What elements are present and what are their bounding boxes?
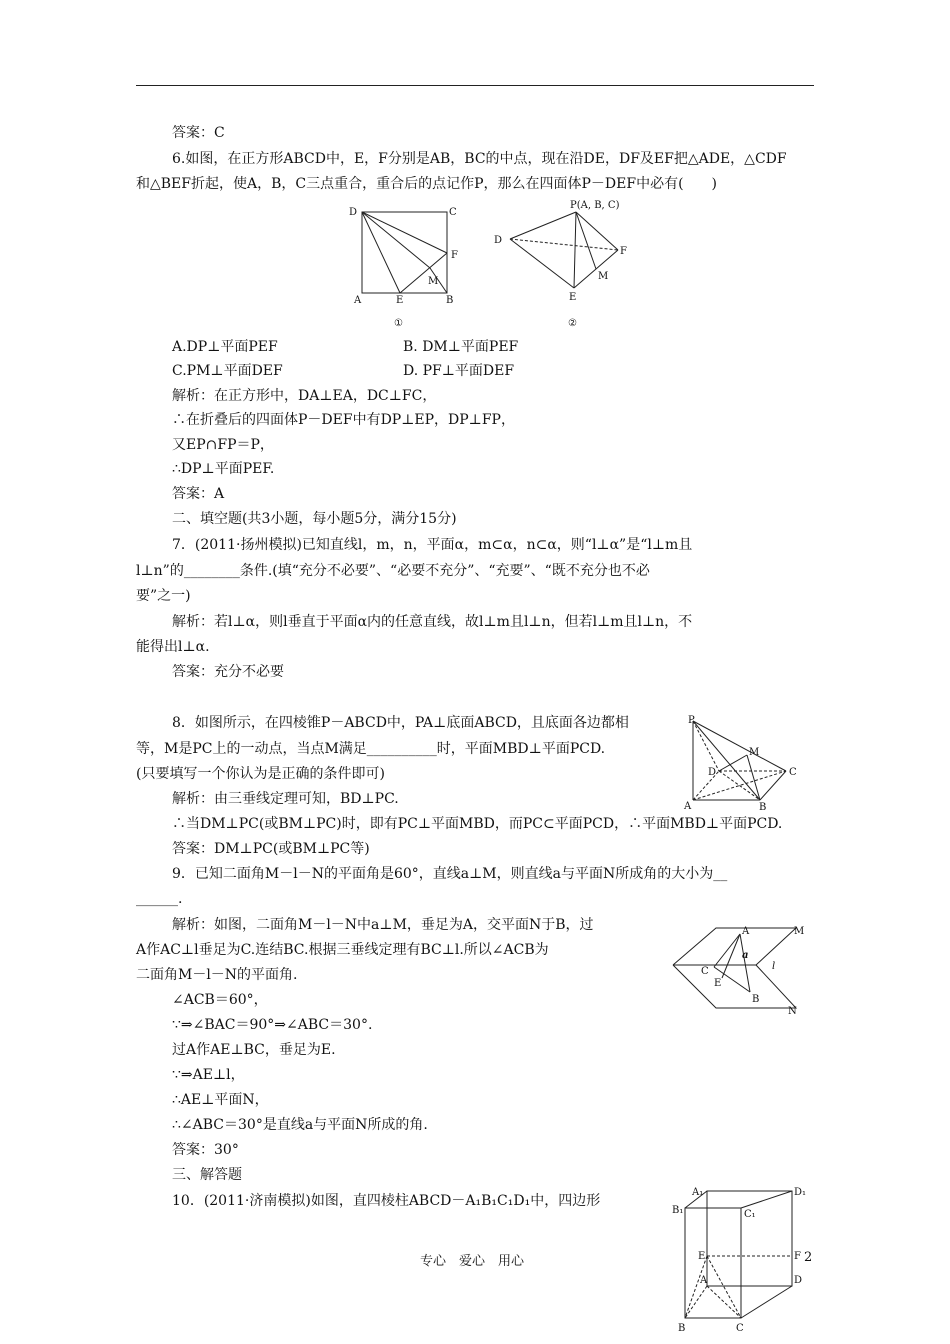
q9-analysis-4: ∠ACB＝60°，	[172, 992, 268, 1008]
header-rule	[136, 85, 814, 86]
fig3-label-P: P	[688, 715, 695, 726]
fig4-label-M: M	[794, 926, 805, 937]
fig1-label-M: M	[428, 276, 439, 287]
fig2-caption: ②	[568, 318, 577, 329]
figure-pyramid	[678, 713, 818, 813]
fig5-label-D1: D₁	[794, 1187, 807, 1198]
figure-prism	[672, 1183, 812, 1343]
fig5-label-C1: C₁	[744, 1209, 756, 1220]
fig1-label-A: A	[354, 295, 362, 306]
fig5-label-A1: A₁	[692, 1187, 704, 1198]
fig5-label-B: B	[678, 1323, 686, 1334]
fig2-label-M: M	[598, 271, 609, 282]
fig3-label-A: A	[684, 801, 692, 812]
question-6-line-2: 和△BEF折起，使A，B，C三点重合，重合后的点记作P，那么在四面体P－DEF中必有( )	[136, 176, 718, 192]
q6-analysis-3: 又EP∩FP＝P，	[172, 437, 274, 453]
answer-6: 答案：A	[172, 486, 225, 502]
fig3-label-D: D	[708, 767, 717, 778]
question-9-line-1: 9．已知二面角M－l－N的平面角是60°，直线a⊥M，则直线a与平面N所成角的大小为__	[172, 866, 728, 882]
q6-analysis-2: ∴在折叠后的四面体P－DEF中有DP⊥EP，DP⊥FP，	[172, 412, 515, 428]
question-7-line-1: 7．(2011·扬州模拟)已知直线l，m，n，平面α，m⊂α，n⊂α，则“l⊥α”是“l⊥m且	[172, 537, 693, 553]
answer-8: 答案：DM⊥PC(或BM⊥PC等)	[172, 841, 370, 857]
q9-analysis-2: A作AC⊥l垂足为C.连结BC.根据三垂线定理有BC⊥l.所以∠ACB为	[136, 942, 549, 958]
q9-analysis-8: ∴AE⊥平面N，	[172, 1092, 269, 1108]
fig5-label-A: A	[700, 1275, 708, 1286]
fig4-label-C: C	[701, 966, 709, 977]
fig5-label-C: C	[736, 1323, 744, 1334]
fig4-label-E: E	[714, 978, 722, 989]
q7-analysis-1: 解析：若l⊥α，则l垂直于平面α内的任意直线，故l⊥m且l⊥n，但若l⊥m且l⊥n，不	[172, 614, 693, 630]
fig4-label-A: A	[742, 926, 750, 937]
fig4-label-B: B	[752, 994, 760, 1005]
fig3-label-M: M	[749, 747, 760, 758]
question-9-line-2: ______.	[136, 891, 183, 907]
fig2-label-E: E	[569, 292, 577, 303]
fig4-label-a: a	[742, 950, 749, 961]
page-number: 2	[804, 1250, 813, 1265]
q9-analysis-3: 二面角M－l－N的平面角.	[136, 967, 298, 983]
q9-analysis-5: ∵⇒∠BAC＝90°⇒∠ABC＝30°.	[172, 1017, 373, 1033]
q8-analysis-1: 解析：由三垂线定理可知，BD⊥PC.	[172, 791, 399, 807]
figure-tetrahedron	[490, 200, 640, 330]
question-10-line-1: 10．(2011·济南模拟)如图，直四棱柱ABCD－A₁B₁C₁D₁中，四边形	[172, 1193, 601, 1209]
fig2-label-D: D	[494, 235, 503, 246]
section-fill-in: 二、填空题(共3小题，每小题5分，满分15分)	[172, 511, 457, 527]
q9-analysis-7: ∵⇒AE⊥l，	[172, 1067, 245, 1083]
fig2-label-F: F	[620, 246, 627, 257]
q6-analysis-4: ∴DP⊥平面PEF.	[172, 461, 275, 477]
q6-analysis-1: 解析：在正方形中，DA⊥EA，DC⊥FC，	[172, 388, 437, 404]
fig5-label-F: F	[794, 1251, 801, 1262]
fig1-label-C: C	[449, 207, 457, 218]
figure-square	[345, 200, 485, 330]
question-8-line-1: 8．如图所示，在四棱锥P－ABCD中，PA⊥底面ABCD，且底面各边都相	[172, 715, 629, 731]
q9-analysis-1: 解析：如图，二面角M－l－N中a⊥M，垂足为A，交平面N于B，过	[172, 917, 594, 933]
question-8-line-2: 等，M是PC上的一动点，当点M满足__________时，平面MBD⊥平面PCD.	[136, 741, 606, 757]
figure-dihedral	[668, 920, 818, 1015]
q8-analysis-2: ∴当DM⊥PC(或BM⊥PC)时，即有PC⊥平面MBD，而PC⊂平面PCD，∴平面MBD⊥平面PCD.	[172, 816, 783, 832]
option-b: B. DM⊥平面PEF	[403, 339, 519, 355]
option-d: D. PF⊥平面DEF	[403, 363, 515, 379]
option-a: A.DP⊥平面PEF	[172, 339, 278, 355]
q9-analysis-9: ∴∠ABC＝30°是直线a与平面N所成的角.	[172, 1117, 428, 1133]
fig2-label-P: P(A, B, C)	[570, 200, 620, 211]
fig3-label-C: C	[789, 767, 797, 778]
fig3-label-B: B	[759, 802, 767, 813]
fig4-label-N: N	[788, 1006, 797, 1015]
fig5-label-D: D	[794, 1275, 803, 1286]
fig1-label-E: E	[396, 295, 404, 306]
answer-5: 答案：C	[172, 125, 225, 141]
fig1-label-F: F	[451, 250, 458, 261]
section-solutions: 三、解答题	[172, 1167, 242, 1183]
question-7-line-2: l⊥n”的________条件.(填“充分不必要”、“必要不充分”、“充要”、“既不充分也不必	[136, 563, 650, 579]
answer-9: 答案：30°	[172, 1142, 239, 1158]
fig5-label-B1: B₁	[672, 1205, 684, 1216]
question-8-line-3: (只要填写一个你认为是正确的条件即可)	[136, 766, 385, 782]
question-6-line-1: 6.如图，在正方形ABCD中，E，F分别是AB，BC的中点，现在沿DE，DF及EF把△ADE，△CDF	[172, 151, 787, 167]
q7-analysis-2: 能得出l⊥α.	[136, 639, 210, 655]
fig1-label-B: B	[446, 295, 454, 306]
fig5-label-E: E	[698, 1251, 706, 1262]
fig1-label-D: D	[349, 207, 358, 218]
answer-7: 答案：充分不必要	[172, 664, 284, 680]
footer-text: 专心 爱心 用心	[420, 1254, 525, 1269]
fig1-caption: ①	[394, 318, 403, 329]
option-c: C.PM⊥平面DEF	[172, 363, 283, 379]
fig4-label-l: l	[772, 961, 776, 972]
q9-analysis-6: 过A作AE⊥BC，垂足为E.	[172, 1042, 336, 1058]
question-7-line-3: 要”之一)	[136, 588, 191, 604]
